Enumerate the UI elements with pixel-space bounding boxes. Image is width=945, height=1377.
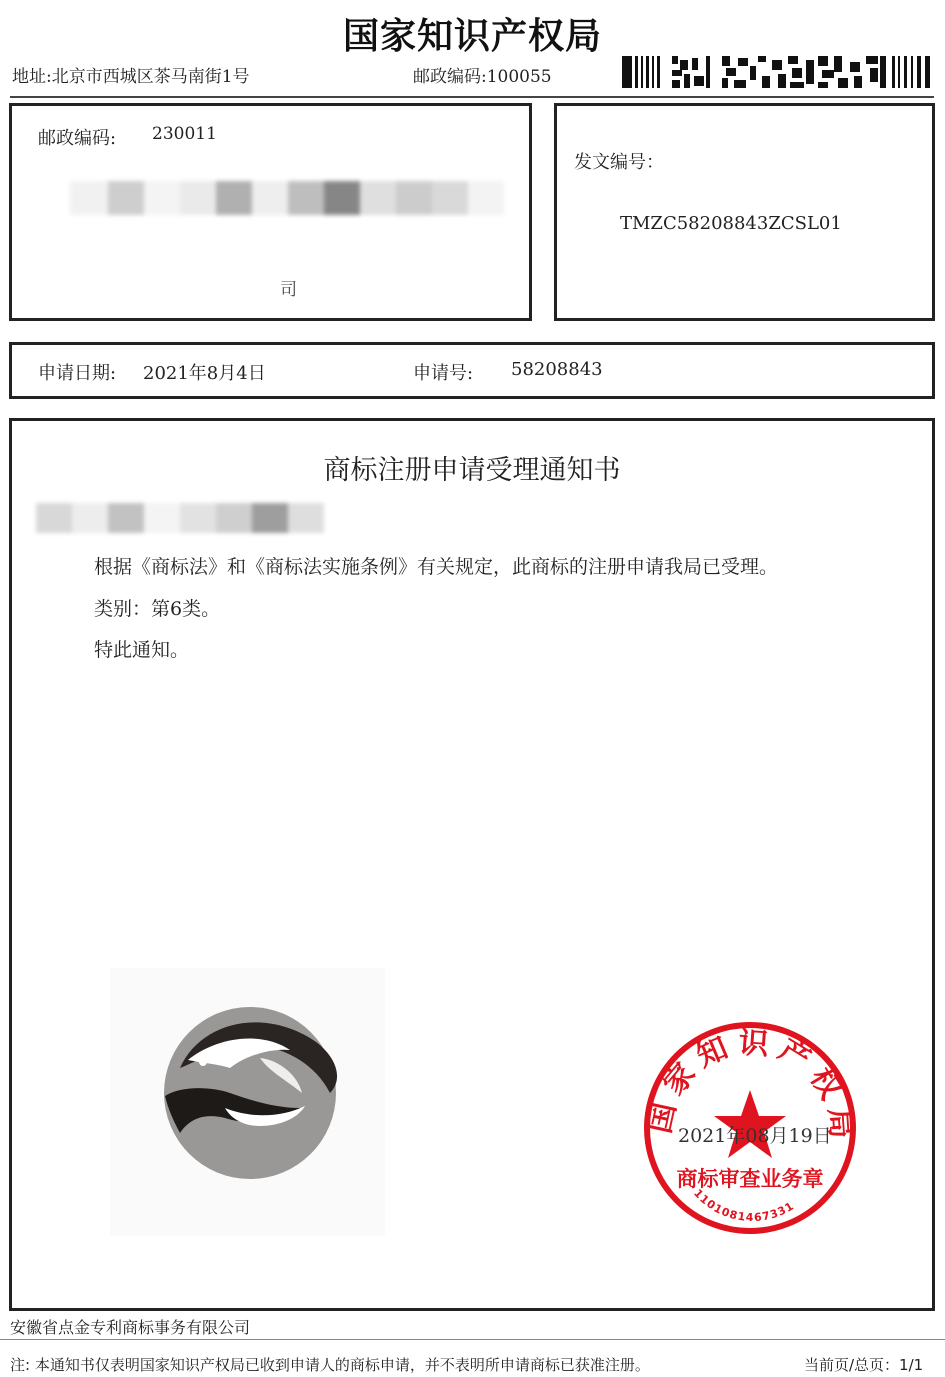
recipient-name-fragment: 司 bbox=[280, 280, 297, 300]
agency-name: 安徽省点金专利商标事务有限公司 bbox=[10, 1318, 251, 1337]
seal-number: 1101081467331 bbox=[691, 1186, 797, 1225]
footer-note: 注: 本通知书仅表明国家知识产权局已收到申请人的商标申请，并不表明所申请商标已获准注册。 bbox=[10, 1356, 650, 1374]
notice-line-class: 类别：第6类。 bbox=[94, 598, 221, 620]
office-postal-code: 邮政编码:100055 bbox=[413, 67, 552, 87]
application-date-value: 2021年8月4日 bbox=[143, 363, 266, 384]
trademark-logo-image bbox=[110, 968, 385, 1236]
seal-inner-text: 商标审查业务章 bbox=[676, 1167, 824, 1191]
application-number-value: 58208843 bbox=[511, 359, 603, 380]
page-indicator: 当前页/总页：1/1 bbox=[804, 1356, 924, 1374]
notice-line-statute: 根据《商标法》和《商标法实施条例》有关规定，此商标的注册申请我局已受理。 bbox=[94, 556, 779, 578]
footer-rule bbox=[0, 1339, 945, 1340]
redacted-applicant-name bbox=[36, 503, 336, 533]
notice-title: 商标注册申请受理通知书 bbox=[323, 455, 621, 486]
header-rule bbox=[10, 96, 934, 98]
notice-issue-date: 2021年08月19日 bbox=[678, 1125, 832, 1147]
application-date-label: 申请日期: bbox=[38, 363, 117, 384]
seal-outer-text: 国家知识产权局 bbox=[642, 1025, 860, 1148]
redacted-recipient-address bbox=[70, 181, 510, 215]
recipient-postal-label: 邮政编码: bbox=[38, 128, 117, 149]
notice-line-closing: 特此通知。 bbox=[94, 639, 190, 661]
office-address: 地址:北京市西城区茶马南街1号 bbox=[12, 67, 250, 87]
document-number-box bbox=[554, 103, 935, 321]
barcode-icon bbox=[622, 56, 930, 88]
document-number-label: 发文编号： bbox=[574, 152, 664, 173]
application-number-label: 申请号: bbox=[413, 363, 474, 384]
recipient-postal-value: 230011 bbox=[152, 124, 217, 144]
office-title: 国家知识产权局 bbox=[342, 16, 602, 57]
document-number-value: TMZC58208843ZCSL01 bbox=[620, 213, 842, 234]
